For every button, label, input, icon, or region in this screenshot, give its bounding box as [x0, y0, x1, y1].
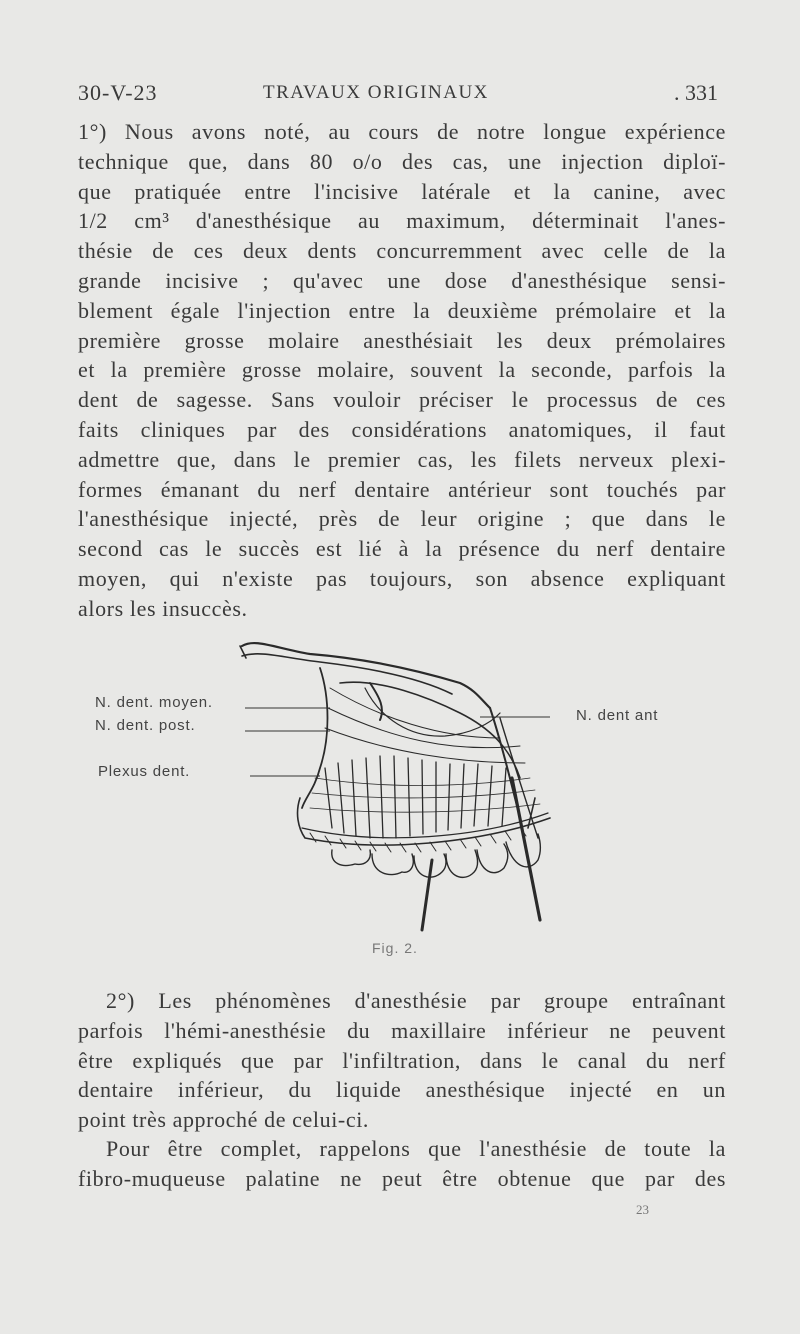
- text-line: 1°) Nous avons noté, au cours de notre longue expérience: [78, 119, 726, 144]
- text-line: point très approché de celui-ci.: [78, 1107, 370, 1133]
- text-line: fibro-muqueuse palatine ne peut être obtenue que par des: [78, 1165, 726, 1191]
- paragraph-2: [78, 986, 726, 1135]
- paragraph-3: [78, 1134, 726, 1194]
- text-line: grande incisive ; qu'avec une dose d'anesthésique sensi-: [78, 267, 726, 293]
- text-line: dentaire inférieur, du liquide anesthésique injecté en un: [78, 1077, 726, 1103]
- running-head-title: TRAVAUX ORIGINAUX: [263, 82, 489, 103]
- maxilla-nerve-illustration: [80, 628, 720, 938]
- text-line: technique que, dans 80 o/o des cas, une injection diploï-: [78, 148, 726, 174]
- page-number: . 331: [674, 80, 718, 105]
- text-line: formes émanant du nerf dentaire antérieur sont touchés par: [78, 476, 726, 502]
- text-line: 2°) Les phénomènes d'anesthésie par groupe entraînant: [106, 988, 726, 1013]
- text-line: moyen, qui n'existe pas toujours, son absence expliquant: [78, 565, 726, 591]
- label-nerf-dentaire-moyen: N. dent. moyen.: [95, 694, 213, 711]
- signature-mark: 23: [636, 1202, 649, 1217]
- text-line: que pratiquée entre l'incisive latérale et la canine, avec: [78, 178, 726, 204]
- label-nerf-dentaire-anterieur: N. dent ant: [576, 707, 659, 724]
- anatomical-figure: [80, 628, 720, 938]
- text-line: 1/2 cm³ d'anesthésique au maximum, déterminait l'anes-: [78, 208, 726, 234]
- figure-caption: Fig. 2.: [372, 940, 418, 956]
- text-line: blement égale l'injection entre la deuxième prémolaire et la: [78, 297, 726, 323]
- text-line: faits cliniques par des considérations anatomiques, il faut: [78, 416, 726, 442]
- text-line: admettre que, dans le premier cas, les filets nerveux plexi-: [78, 446, 726, 472]
- text-line: parfois l'hémi-anesthésie du maxillaire inférieur ne peuvent: [78, 1017, 726, 1043]
- running-head-date: 30-V-23: [78, 80, 158, 105]
- text-line: l'anesthésique injecté, près de leur origine ; que dans le: [78, 506, 726, 532]
- text-line: Pour être complet, rappelons que l'anesthésie de toute la: [106, 1136, 726, 1161]
- label-plexus-dentaire: Plexus dent.: [98, 763, 191, 780]
- text-line: être expliqués que par l'infiltration, dans le canal du nerf: [78, 1047, 726, 1073]
- running-head: [78, 80, 718, 110]
- paragraph-1: [78, 117, 726, 624]
- text-line: second cas le succès est lié à la présence du nerf dentaire: [78, 536, 726, 562]
- text-line: thésie de ces deux dents concurremment avec celle de la: [78, 238, 726, 264]
- text-line: et la première grosse molaire, souvent la seconde, parfois la: [78, 357, 726, 383]
- text-line: alors les insuccès.: [78, 595, 248, 621]
- text-line: première grosse molaire anesthésiait les deux prémolaires: [78, 327, 726, 353]
- text-line: dent de sagesse. Sans vouloir préciser le processus de ces: [78, 387, 726, 413]
- label-nerf-dentaire-posterieur: N. dent. post.: [95, 717, 196, 734]
